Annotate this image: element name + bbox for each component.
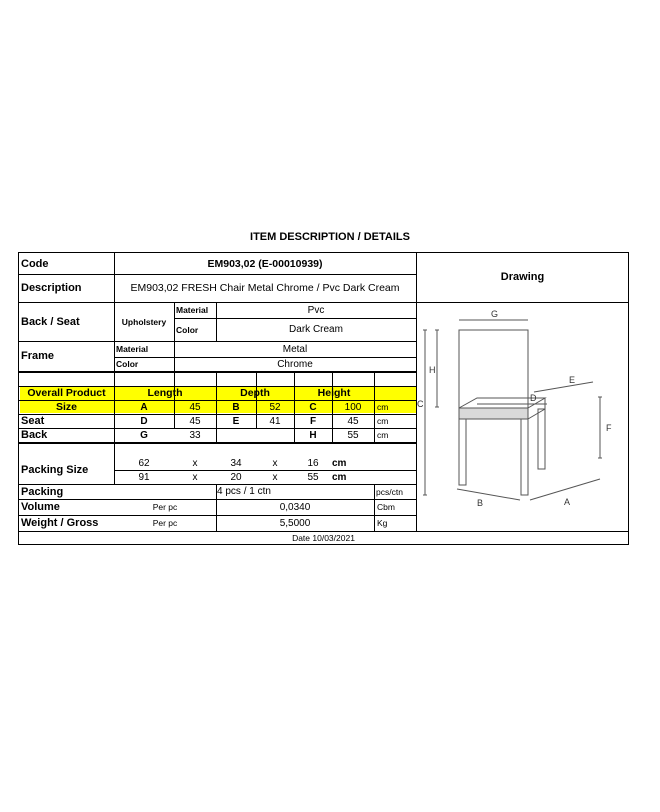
overall-c-label: C (309, 401, 317, 413)
drawing-label-d: D (530, 393, 537, 403)
upholstery-label: Upholstery (121, 316, 167, 327)
packing-row2-b: 20 (230, 471, 242, 483)
overall-a-label: A (140, 401, 148, 413)
frame-color-label: Color (116, 359, 139, 369)
weight-unit: Kg (377, 518, 388, 528)
drawing-label-e: E (569, 375, 576, 385)
packing-row1-unit: cm (332, 457, 347, 469)
back-seat-material-label: Material (176, 305, 209, 315)
code-label: Code (21, 257, 49, 270)
weight-per: Per pc (152, 518, 178, 528)
drawing-label: Drawing (500, 271, 545, 283)
back-h-label: H (309, 429, 317, 441)
back-label: Back (21, 429, 48, 441)
volume-unit: Cbm (377, 502, 395, 512)
chair-dimension-drawing (417, 303, 627, 531)
packing-row2-unit: cm (332, 471, 347, 483)
volume-value: 0,0340 (279, 501, 311, 513)
date-label: Date 10/03/2021 (292, 532, 355, 543)
seat-unit: cm (377, 416, 389, 426)
packing-row2-x1: x (192, 471, 198, 483)
frame-material-label: Material (116, 344, 149, 354)
packing-size-label: Packing Size (21, 464, 89, 476)
height-header: Height (317, 387, 351, 399)
overall-product-label: Overall Product (27, 387, 106, 399)
back-h-value: 55 (347, 429, 359, 441)
overall-a-value: 45 (189, 401, 201, 413)
seat-label: Seat (21, 415, 45, 427)
drawing-label-h: H (429, 365, 436, 375)
drawing-label-b: B (477, 498, 484, 508)
code-value: EM903,02 (E-00010939) (207, 257, 323, 270)
packing-row2-c: 55 (307, 471, 319, 483)
drawing-label-g: G (491, 309, 499, 319)
packing-row1-a: 62 (138, 457, 150, 469)
packing-label: Packing (21, 485, 64, 498)
size-label: Size (55, 401, 77, 413)
packing-row2-a: 91 (138, 471, 150, 483)
volume-label: Volume (21, 501, 60, 513)
seat-e-value: 41 (269, 415, 281, 427)
seat-d-value: 45 (189, 415, 201, 427)
packing-row2-x2: x (272, 471, 278, 483)
packing-row1-b: 34 (230, 457, 242, 469)
description-label: Description (21, 282, 82, 294)
back-seat-label: Back / Seat (21, 315, 80, 328)
back-seat-color-label: Color (176, 324, 199, 335)
packing-value: 4 pcs / 1 ctn (217, 486, 271, 497)
description-value: EM903,02 FRESH Chair Metal Chrome / Pvc Dark Cream (130, 282, 400, 294)
frame-color-value: Chrome (277, 358, 313, 370)
item-details-table (18, 252, 629, 545)
back-g-label: G (140, 429, 148, 441)
seat-f-label: F (309, 415, 317, 427)
back-seat-color-value: Dark Cream (289, 324, 343, 335)
overall-b-value: 52 (269, 401, 281, 413)
overall-b-label: B (232, 401, 240, 413)
packing-row1-x1: x (192, 457, 198, 469)
drawing-label-a: A (564, 497, 571, 507)
seat-d-label: D (140, 415, 148, 427)
drawing-label-c: C (417, 399, 424, 409)
overall-unit: cm (377, 402, 389, 412)
page-title: ITEM DESCRIPTION / DETAILS (250, 231, 410, 243)
length-header: Length (147, 387, 183, 399)
depth-header: Depth (240, 387, 270, 399)
back-unit: cm (377, 430, 389, 440)
seat-f-value: 45 (347, 415, 359, 427)
overall-c-value: 100 (344, 401, 362, 413)
weight-value: 5,5000 (279, 517, 311, 529)
packing-unit: pcs/ctn (376, 486, 403, 497)
packing-row1-x2: x (272, 457, 278, 469)
weight-label: Weight / Gross (21, 517, 99, 529)
drawing-label-f: F (606, 423, 612, 433)
back-g-value: 33 (189, 429, 201, 441)
frame-material-value: Metal (282, 343, 308, 355)
frame-label: Frame (21, 350, 55, 362)
packing-row1-c: 16 (307, 457, 319, 469)
seat-e-label: E (232, 415, 240, 427)
volume-per: Per pc (152, 502, 178, 512)
back-seat-material-value: Pvc (307, 304, 325, 316)
